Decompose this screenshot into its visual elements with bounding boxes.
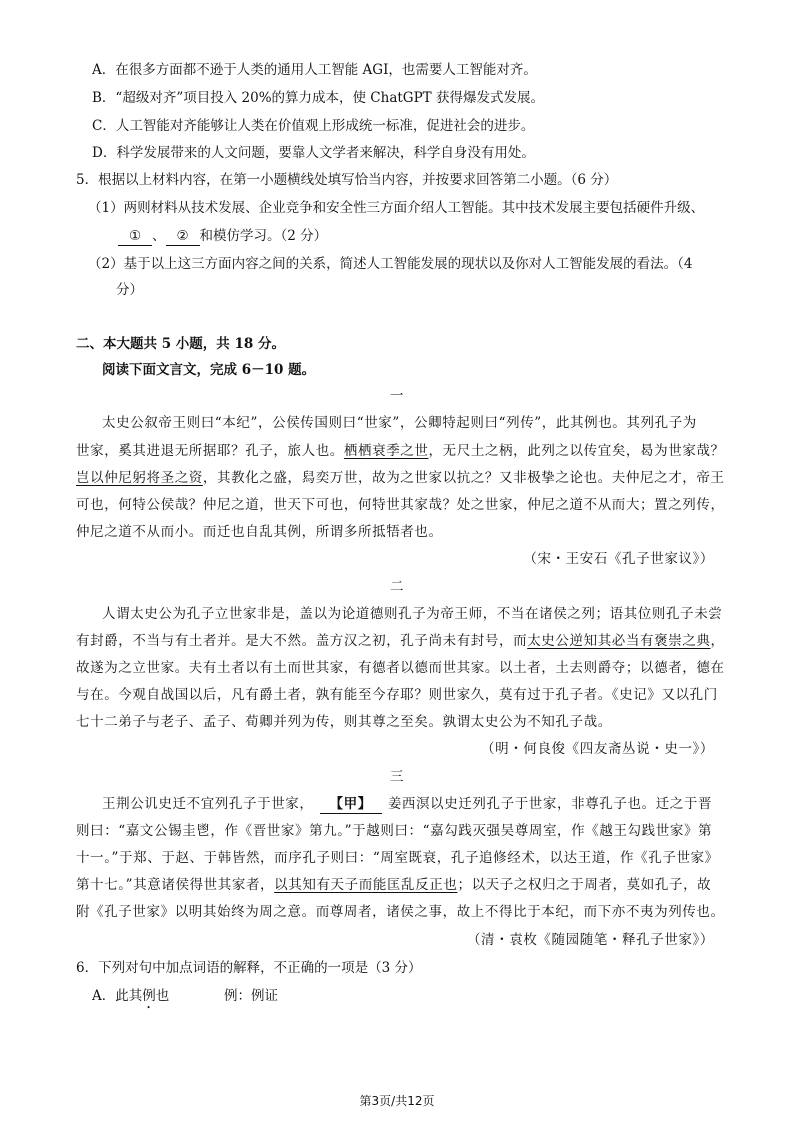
passage1-line3 bbox=[76, 468, 725, 488]
page-number-footer: 第3页/共12页 bbox=[359, 1094, 435, 1108]
q6-option-a-explanation: 例：例证 bbox=[224, 988, 278, 1004]
p2-l2-text-a: 有封爵，不当与有土者并。是大不然。盖方汉之初，孔子尚未有封号，而 bbox=[76, 633, 528, 649]
passage1-line5: 仲尼之道不从而小。而迁也自乱其例，所谓多所抵牾者也。 bbox=[76, 524, 443, 540]
q5-sub1-line1: （1）两则材料从技术发展、企业竞争和安全性三方面介绍人工智能。其中技术发展主要包括硬件升级、 bbox=[88, 200, 705, 216]
p3-l4-text-b: ；以天子之权归之于周者，莫如孔子，故 bbox=[457, 877, 712, 893]
passage2-line1: 人谓太史公为孔子立世家非是，盖以为论道德则孔子为帝王师，不当在诸侯之列；语其位则孔子未尝 bbox=[102, 606, 723, 622]
q5-sub1-tail: 和模仿学习。（2 分） bbox=[199, 228, 328, 244]
q5-sub2-line2: 分） bbox=[116, 282, 143, 298]
passage1-line1: 太史公叙帝王则曰“本纪”，公侯传国则曰“世家”，公卿特起则曰“列传”，此其例也。其列孔子为 bbox=[102, 415, 697, 431]
passage1-source: （宋・王安石《孔子世家议》） bbox=[523, 551, 714, 567]
q4-option-a: A．在很多方面都不逊于人类的通用人工智能 AGI，也需要人工智能对齐。 bbox=[92, 62, 537, 78]
answer-blank-1[interactable]: ① bbox=[118, 227, 152, 246]
q4-option-b: B．“超级对齐”项目投入 20%的算力成本，使 ChatGPT 获得爆发式发展。 bbox=[92, 90, 544, 106]
q6-a-text-b: 也 bbox=[155, 988, 170, 1004]
p1-l2-text-b: ，无尺土之柄，此列之以传宜矣，曷为世家哉？ bbox=[428, 443, 725, 459]
answer-blank-2[interactable]: ② bbox=[166, 227, 200, 246]
passage2-line5: 七十二弟子与老子、孟子、荀卿并列为传，则其尊之至矣。孰谓太史公为不知孔子哉。 bbox=[76, 714, 612, 730]
q5-stem: 5．根据以上材料内容，在第一小题横线处填写恰当内容，并按要求回答第二小题。（6 分） bbox=[76, 172, 618, 188]
passage3-source: （清・袁枚《随园随笔・释孔子世家》） bbox=[466, 932, 714, 948]
passage3-line3: 十一。”于郑、于赵、于韩皆然，而序孔子则曰：“周室既衰，孔子追修经术，以达王道，作《孔子世家》 bbox=[76, 850, 719, 866]
passage3-number: 三 bbox=[389, 769, 405, 785]
q6-a-text-a: A．此其 bbox=[92, 988, 143, 1004]
p1-underlined-phrase-1: 栖栖衰季之世 bbox=[343, 443, 429, 459]
passage2-line3: 故遂为之立世家。夫有土者以有土而世其家，有德者以德而世其家。以土者，土去则爵夺；以德者，德在 bbox=[76, 660, 725, 676]
section2-instruction: 阅读下面文言文，完成 6－10 题。 bbox=[102, 362, 316, 378]
p3-underlined-phrase: 以其知有天子而能匡乱反正也 bbox=[274, 877, 458, 893]
passage1-number: 一 bbox=[389, 388, 405, 404]
q6-a-dotted-word: 例 bbox=[142, 988, 156, 1004]
section2-heading: 二、本大题共 5 小题，共 18 分。 bbox=[76, 336, 285, 352]
p2-l2-text-b: ， bbox=[710, 633, 725, 649]
q5-sub2-line1: （2）基于以上这三方面内容之间的关系，简述人工智能发展的现状以及你对人工智能发展的看法。（4 bbox=[88, 256, 693, 272]
passage2-line2 bbox=[76, 631, 725, 651]
p3-l4-text-a: 第十七。”其意诸侯得世其家者， bbox=[76, 877, 275, 893]
p1-l3-text-b: ，其教化之盛，舄奕万世，故为之世家以抗之？又非极挚之论也。夫仲尼之才，帝王 bbox=[202, 470, 725, 486]
p3-l1-text-b: 姜西溟以史迁列孔子于世家，非尊孔子也。迁之于晋 bbox=[387, 796, 713, 812]
q6-stem: 6．下列对句中加点词语的解释，不正确的一项是（3 分） bbox=[76, 960, 422, 976]
passage2-source: （明・何良俊《四友斋丛说・史一》） bbox=[481, 741, 714, 757]
passage3-line1 bbox=[102, 794, 712, 814]
p3-l1-text-a: 王荆公讥史迁不宜列孔子于世家， bbox=[102, 796, 314, 812]
p1-l2-text-a: 世家，奚其进退无所据耶？孔子，旅人也。 bbox=[76, 443, 344, 459]
q6-option-a bbox=[92, 986, 169, 1012]
blank-separator: 、 bbox=[152, 228, 166, 244]
p2-underlined-phrase: 太史公逆知其必当有褒崇之典 bbox=[527, 633, 711, 649]
q4-option-c: C．人工智能对齐能够让人类在价值观上形成统一标准，促进社会的进步。 bbox=[92, 118, 535, 134]
passage3-line4 bbox=[76, 875, 711, 895]
q5-sub1-line2 bbox=[118, 226, 327, 246]
passage2-line4: 与在。今观自战国以后，凡有爵土者，孰有能至今存耶？则世家久，莫有过于孔子者。《史记》又以孔门 bbox=[76, 687, 718, 703]
passage3-line5: 附《孔子世家》以明其始终为周之意。而尊周者，诸侯之事，故上不得比于本纪，而下亦不夷为列传也。 bbox=[76, 904, 725, 920]
passage3-line2: 则曰：“嘉文公锡圭鬯，作《晋世家》第九。”于越则曰：“嘉勾践灭强吴尊周室，作《越王勾践世家》第 bbox=[76, 823, 713, 839]
passage1-line2 bbox=[76, 441, 725, 461]
passage2-number: 二 bbox=[389, 579, 405, 595]
blank-jia[interactable]: 【甲】 bbox=[320, 795, 382, 814]
p1-underlined-phrase-2: 岂以仲尼躬将圣之资 bbox=[76, 470, 203, 486]
q4-option-d: D．科学发展带来的人文问题，要靠人文学者来解决，科学自身没有用处。 bbox=[92, 145, 535, 161]
passage1-line4: 可也，何特公侯哉？仲尼之道，世天下可也，何特世其家哉？处之世家，仲尼之道不从而大；置之列传， bbox=[76, 497, 725, 513]
